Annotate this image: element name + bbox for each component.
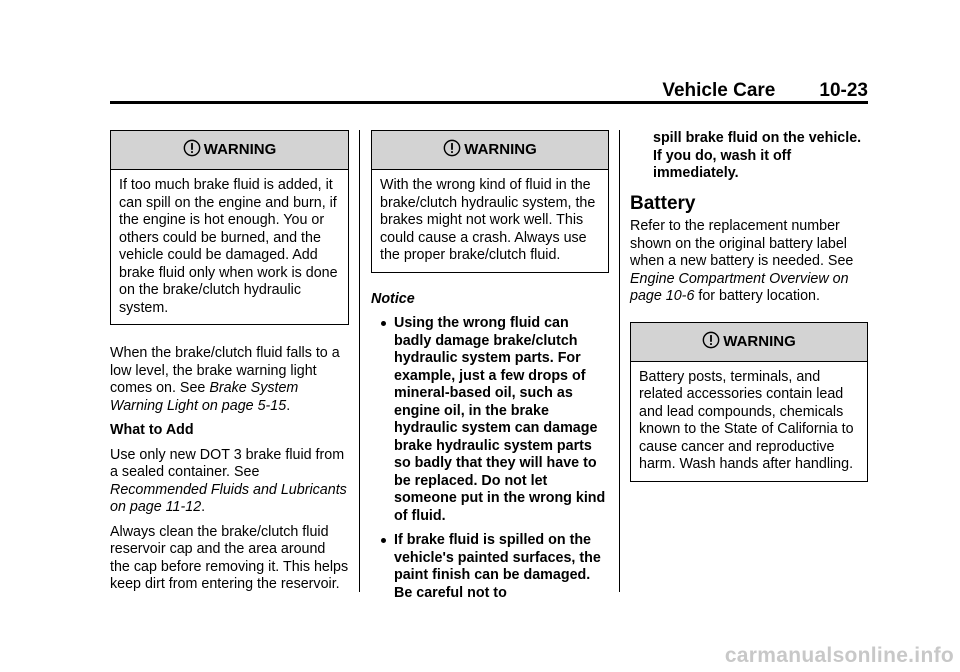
engine-compartment-reference[interactable]: Engine Compartment Overview on page 10-6	[630, 270, 849, 304]
warning-body: If too much brake fluid is added, it can spill on the engine and burn, if the engine is hot enough. You or others could be burned, and the vehicle could be damaged. Add brake fluid only when work is done on the brake/clutch hydraulic system.	[119, 177, 338, 316]
warning-header	[111, 131, 348, 170]
page-number: 10-23	[819, 80, 868, 101]
warning-title: WARNING	[723, 332, 796, 350]
notice-item	[371, 532, 609, 602]
notice-item	[371, 315, 609, 525]
warning-title: WARNING	[464, 141, 537, 159]
clean-cap-paragraph: Always clean the brake/clutch fluid reservoir cap and the area around the cap before removing it. This helps keep dirt from entering the reservoir.	[110, 523, 349, 592]
warning-icon	[443, 139, 461, 157]
warning-icon	[183, 139, 201, 157]
header-rule	[110, 101, 868, 104]
what-to-add-paragraph	[110, 447, 349, 517]
battery-paragraph	[630, 218, 868, 306]
section-title: Vehicle Care	[662, 80, 776, 101]
fluids-reference[interactable]: Recommended Fluids and Lubricants on page 11-12	[110, 481, 347, 515]
paragraph-text: Use only new DOT 3 brake fluid from a sealed container. See	[110, 446, 345, 480]
watermark: carmanualsonline.info	[724, 644, 954, 667]
brake-warning-reference[interactable]: Brake System Warning Light on page 5-15	[110, 380, 299, 414]
paragraph-end: for battery location.	[694, 288, 820, 304]
warning-box	[630, 322, 868, 482]
paragraph-end: .	[286, 397, 291, 414]
bullet-icon	[381, 321, 386, 326]
column-3	[630, 130, 868, 482]
what-to-add-heading: What to Add	[110, 422, 194, 438]
notice-label: Notice	[371, 290, 415, 307]
notice-item-text: Using the wrong fluid can badly damage brake/clutch hydraulic system parts. For example, just a few drops of mineral-based oil, such as engine oil, in the brake hydraulic system can damage brake hydraulic system parts so badly that they will have to be replaced. Do not let someone put in the wrong kind of fluid.	[394, 315, 606, 524]
paragraph-end: .	[201, 499, 206, 515]
column-1	[110, 130, 349, 594]
paragraph-text: Refer to the replacement number shown on the original battery label when a new battery is needed. See	[630, 218, 854, 269]
warning-title: WARNING	[203, 141, 277, 159]
bullet-icon	[381, 538, 386, 543]
warning-body: With the wrong kind of fluid in the brake/clutch hydraulic system, the brakes might not work well. This could cause a crash. Always use the proper brake/clutch fluid.	[380, 177, 596, 263]
battery-heading: Battery	[630, 192, 696, 214]
column-2	[371, 130, 609, 609]
continued-notice-text: spill brake fluid on the vehicle. If you do, wash it off immediately.	[653, 130, 862, 181]
warning-box	[371, 130, 609, 273]
low-level-paragraph	[110, 345, 349, 415]
paragraph-text: When the brake/clutch fluid falls to a low level, the brake warning light comes on. See	[110, 345, 340, 396]
warning-box	[110, 130, 349, 325]
warning-header	[631, 323, 867, 362]
notice-list	[371, 315, 609, 602]
column-divider-1	[359, 130, 360, 592]
column-divider-2	[619, 130, 620, 592]
warning-header	[372, 131, 608, 170]
notice-item-text: If brake fluid is spilled on the vehicle's painted surfaces, the paint finish can be damaged. Be careful not to	[394, 532, 601, 601]
warning-icon	[702, 331, 720, 349]
warning-body: Battery posts, terminals, and related accessories contain lead and lead compounds, chemicals known to the State of California to cause cancer and reproductive harm. Wash hands after handling.	[639, 368, 854, 472]
